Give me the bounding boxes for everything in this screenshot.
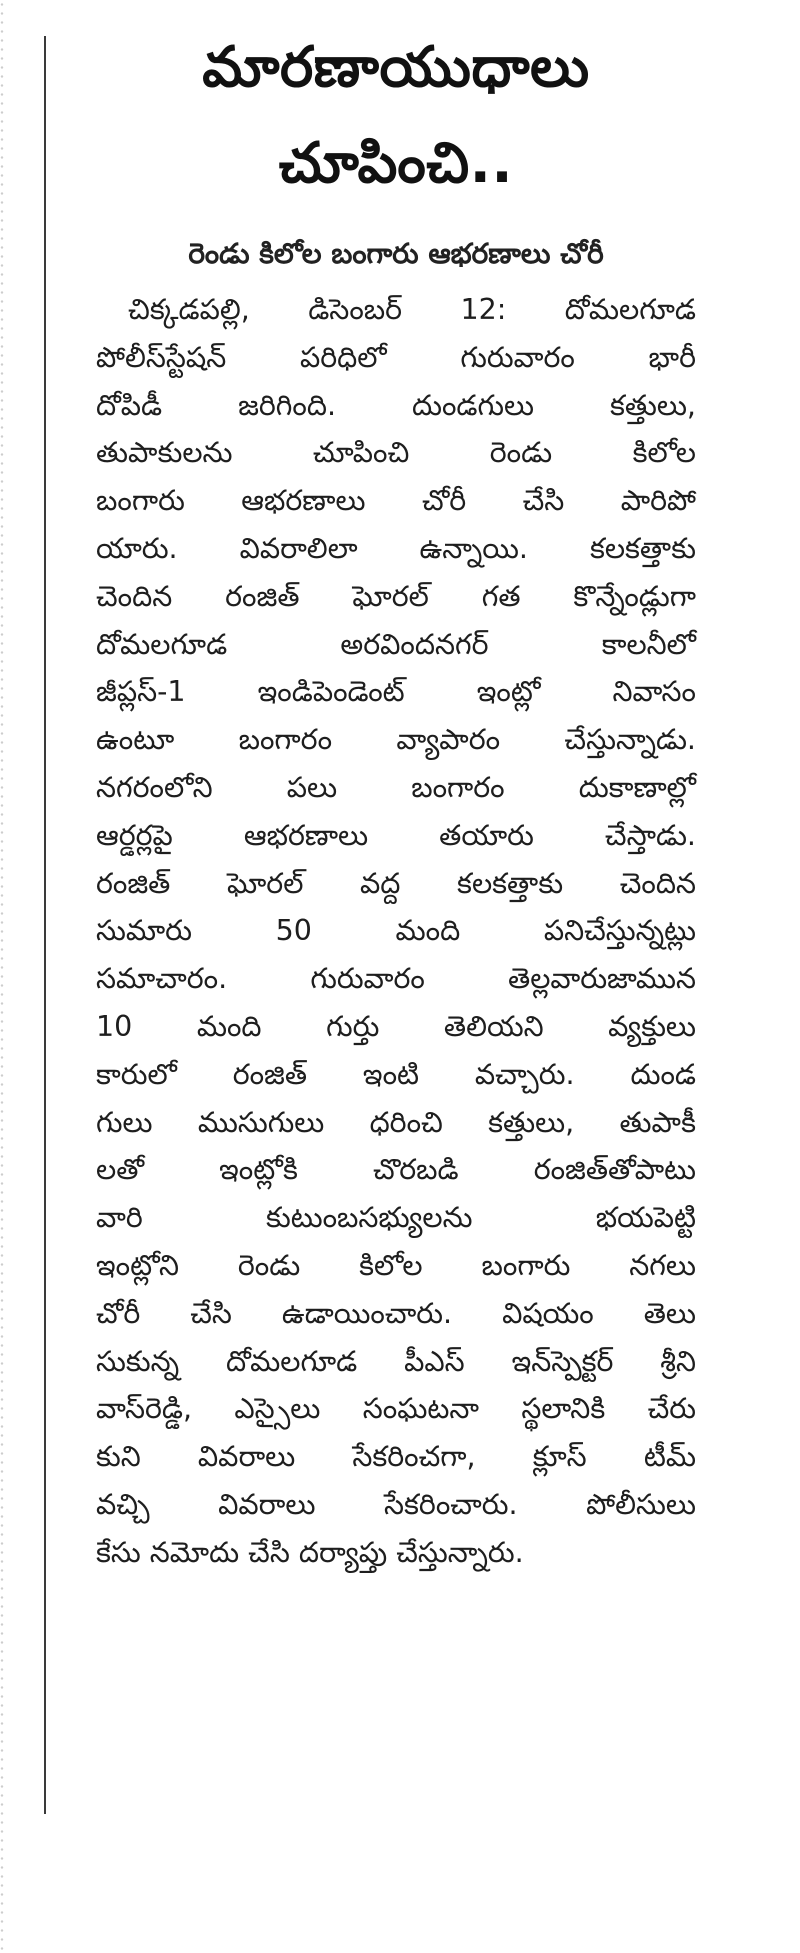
body-line: సుమారు 50 మంది పనిచేస్తున్నట్లు [96, 914, 696, 948]
body-line: చోరీ చేసి ఉడాయించారు. విషయం తెలు [96, 1296, 696, 1330]
article-body [96, 286, 696, 1577]
column-divider [44, 36, 46, 1814]
body-line: కుని వివరాలు సేకరించగా, క్లూస్ టీమ్ [96, 1440, 696, 1474]
headline-line-1: మారణాయుధాలు [202, 35, 590, 100]
body-line: గులు ముసుగులు ధరించి కత్తులు, తుపాకీ [96, 1105, 696, 1139]
body-line: 10 మంది గుర్తు తెలియని వ్యక్తులు [96, 1009, 696, 1043]
body-line: ఉంటూ బంగారం వ్యాపారం చేస్తున్నాడు. [96, 723, 696, 757]
body-line: ఇంట్లోని రెండు కిలోల బంగారు నగలు [96, 1248, 696, 1282]
body-line: తుపాకులను చూపించి రెండు కిలోల [96, 436, 696, 470]
headline-line-2: చూపించి.. [278, 131, 514, 196]
body-line: వచ్చి వివరాలు సేకరించారు. పోలీసులు [96, 1487, 696, 1521]
body-line: సమాచారం. గురువారం తెల్లవారుజామున [96, 962, 696, 996]
subheadline: రెండు కిలోల బంగారు ఆభరణాలు చోరీ [188, 237, 604, 270]
news-article [96, 20, 696, 1577]
body-line: వారి కుటుంబసభ్యులను భయపెట్టి [96, 1201, 696, 1235]
body-line: ఆర్డర్లపై ఆభరణాలు తయారు చేస్తాడు. [96, 818, 696, 852]
body-line: వాస్‌రెడ్డి, ఎస్సైలు సంఘటనా స్థలానికి చేరు [96, 1392, 696, 1426]
body-line: యారు. వివరాలిలా ఉన్నాయి. కలకత్తాకు [96, 531, 696, 565]
body-line: చిక్కడపల్లి, డిసెంబర్ 12: దోమలగూడ [128, 293, 696, 326]
column-edge-dots [0, 0, 4, 1953]
body-line: జీప్లస్-1 ఇండిపెండెంట్ ఇంట్లో నివాసం [96, 675, 696, 709]
body-line: నగరంలోని పలు బంగారం దుకాణాల్లో [96, 770, 696, 804]
headline [96, 20, 696, 212]
body-line: పోలీస్‌స్టేషన్ పరిధిలో గురువారం భారీ [96, 340, 696, 374]
body-line: కారులో రంజిత్ ఇంటి వచ్చారు. దుండ [96, 1057, 696, 1091]
body-line: లతో ఇంట్లోకి చొరబడి రంజిత్‌తోపాటు [96, 1153, 696, 1187]
body-line: సుకున్న దోమలగూడ పీఎస్ ఇన్‌స్పెక్టర్ శ్రీని [96, 1344, 696, 1378]
body-line: దోమలగూడ అరవిందనగర్ కాలనీలో [96, 627, 696, 661]
body-line: బంగారు ఆభరణాలు చోరీ చేసి పారిపో [96, 484, 696, 518]
body-line: రంజిత్ ఘోరల్ వద్ద కలకత్తాకు చెందిన [96, 866, 696, 900]
body-line: చెందిన రంజిత్ ఘోరల్ గత కొన్నేండ్లుగా [96, 579, 696, 613]
body-line: కేసు నమోదు చేసి దర్యాప్తు చేస్తున్నారు. [96, 1535, 524, 1569]
body-line: దోపిడీ జరిగింది. దుండగులు కత్తులు, [96, 388, 696, 422]
